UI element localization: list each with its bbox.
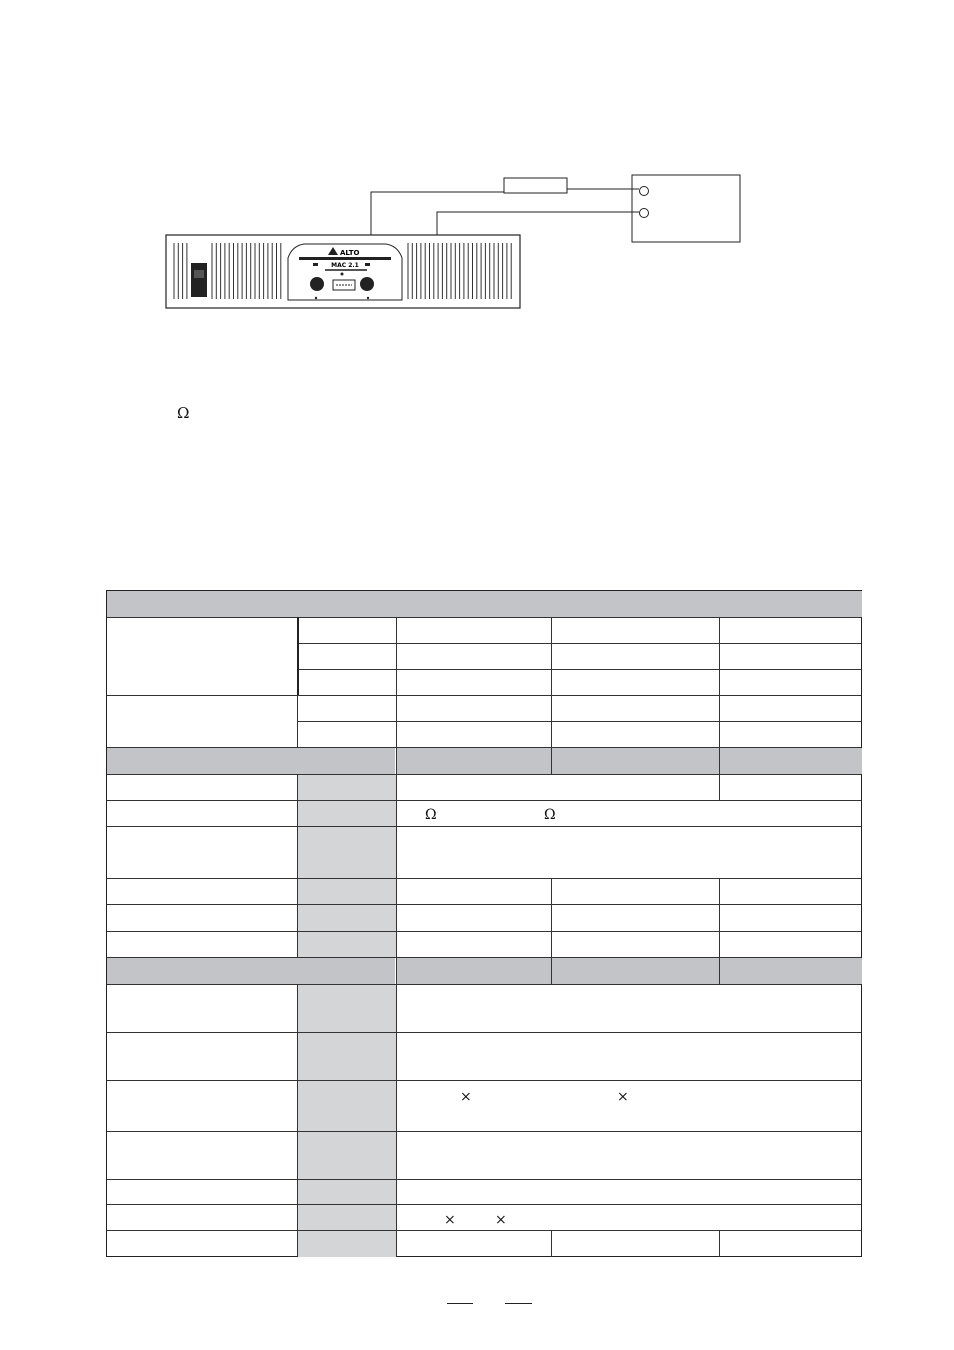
footer-mark-left [447, 1303, 473, 1304]
section-band-2 [107, 958, 395, 984]
wire-bottom [437, 212, 639, 236]
amp-model-text: MAC 2.1 [331, 262, 359, 269]
resistor [504, 178, 567, 193]
amp-logo-text: ALTO [340, 249, 360, 257]
times-symbol-2: × [617, 1089, 629, 1105]
ohm-symbol-a: Ω [425, 807, 437, 823]
times-symbol-4: × [495, 1212, 507, 1228]
gain-knob-left-icon [310, 277, 324, 291]
times-symbol-1: × [460, 1089, 472, 1105]
gain-knob-right-icon [360, 277, 374, 291]
connection-diagram [0, 0, 954, 330]
times-symbol-3: × [444, 1212, 456, 1228]
footer-mark-right [505, 1303, 532, 1304]
meter-terminal-bottom [640, 209, 649, 218]
power-switch [191, 263, 207, 297]
unit-column [298, 775, 396, 957]
ohm-symbol: Ω [177, 404, 190, 422]
ohm-symbol-b: Ω [544, 807, 556, 823]
table-header-band [107, 591, 862, 617]
meter-box [632, 175, 740, 242]
section-band-1 [107, 748, 395, 774]
amplifier-panel [166, 235, 520, 308]
meter-terminal-top [640, 187, 649, 196]
specification-table [106, 590, 862, 1257]
